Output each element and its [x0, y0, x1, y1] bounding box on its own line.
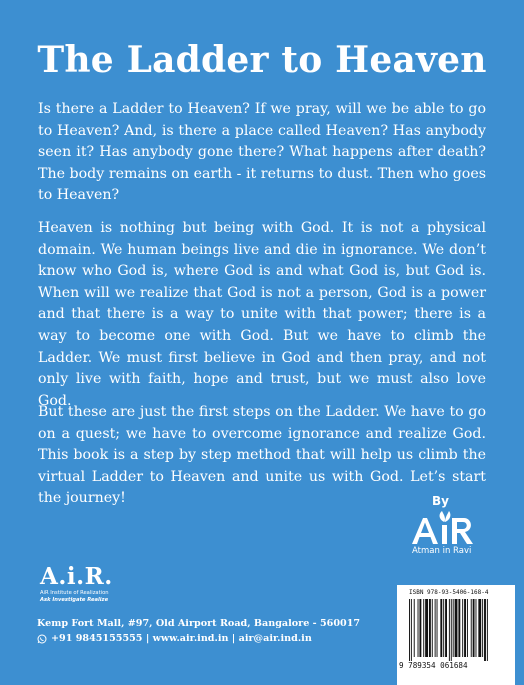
blurb-paragraph-1: Is there a Ladder to Heaven? If we pray, will we be able to go to Heaven? And, is there a place called Heaven? Has anybody seen it? Has anybody gone there? What happens after death? The body remains on earth - it returns to dust. Then who goes to Heaven? [38, 101, 486, 204]
book-title: The Ladder to Heaven [37, 39, 487, 81]
publisher-tagline: Ask Investigate Realize [40, 597, 109, 603]
blurb-paragraph-2: Heaven is nothing but being with God. It is not a physical domain. We human beings live and die in ignorance. We don’t know who God is, where God is and what God is, but God is. When will we realize that God is not a person, God is a power and that there is a way to unite with that power; there is a way to become one with God. But we have to climb the Ladder. We must first believe in God and then pray, and not only live with faith, hope and trust, but we must also love God. [38, 220, 486, 409]
publisher-address: Kemp Fort Mall, #97, Old Airport Road, Bangalore - 560017 [37, 618, 361, 629]
whatsapp-icon [37, 634, 47, 644]
author-tagline: Atman in Ravi [412, 546, 472, 556]
by-label: By [432, 494, 449, 508]
publisher-name: AiR Institute of Realization [40, 590, 109, 596]
barcode-bars [409, 599, 509, 661]
barcode-digits: 9 789354 061684 [399, 661, 468, 670]
contact-text: +91 9845155555 | www.air.ind.in | air@air.ind.in [51, 633, 312, 644]
blurb-paragraph-3: But these are just the first steps on the Ladder. We have to go on a quest; we have to overcome ignorance and realize God. This book is a step by step method that will help us climb the virtual Ladder to Heaven and unite us with God. Let’s start the journey! [38, 404, 486, 507]
isbn-barcode [397, 585, 515, 685]
isbn-number: ISBN 978-93-5406-168-4 [409, 589, 489, 596]
publisher-logo: A.i.R. [40, 563, 113, 590]
publisher-contact [37, 633, 312, 644]
